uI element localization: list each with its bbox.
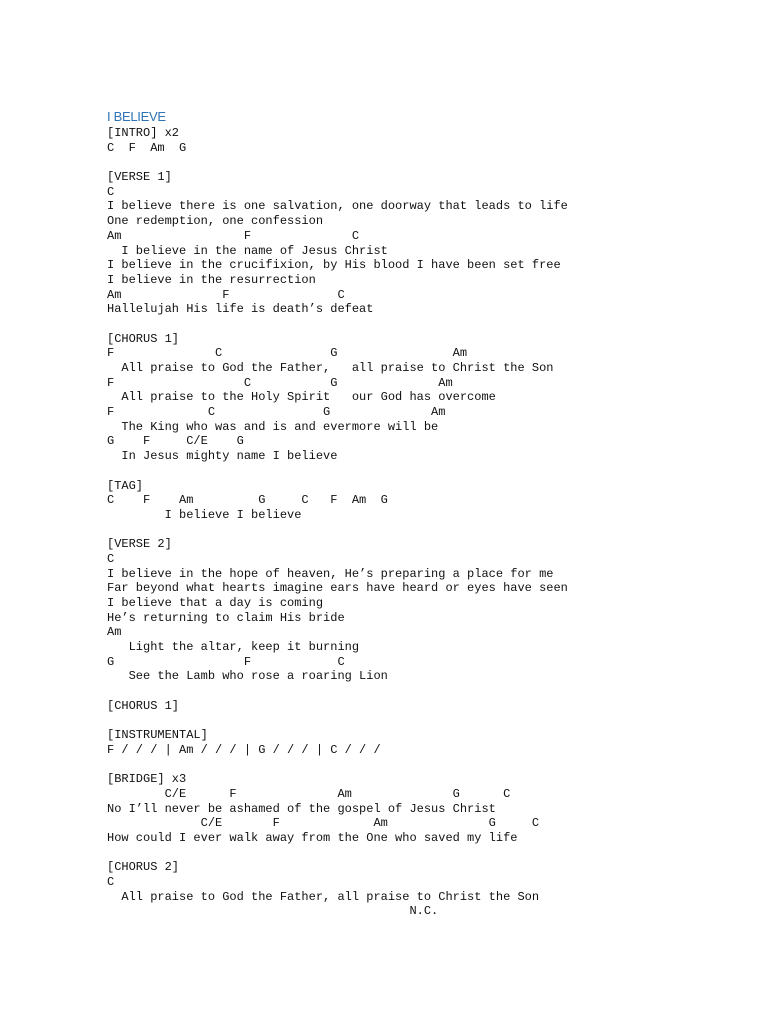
sheet-line: The King who was and is and evermore will be <box>107 419 439 434</box>
sheet-line: [TAG] <box>107 478 144 493</box>
sheet-line: N.C. <box>107 904 439 919</box>
sheet-line: [INTRO] x2 <box>107 126 180 140</box>
sheet-line: [CHORUS 2] <box>107 860 180 875</box>
sheet-line: G F C <box>107 654 345 669</box>
sheet-line: G F C/E G <box>107 434 244 449</box>
sheet-line <box>107 523 568 538</box>
sheet-line: He’s returning to claim His bride <box>107 610 345 625</box>
song-title: I BELIEVE <box>107 109 166 124</box>
sheet-line: Am F C <box>107 287 345 302</box>
sheet-line: All praise to God the Father, all praise to Christ the Son <box>107 361 554 375</box>
sheet-line: In Jesus mighty name I believe <box>107 449 338 464</box>
sheet-line <box>107 464 568 479</box>
sheet-line: [INSTRUMENTAL] <box>107 728 208 743</box>
sheet-line: F C G Am <box>107 346 468 361</box>
sheet-line: [VERSE 2] <box>107 537 172 552</box>
sheet-line: How could I ever walk away from the One who saved my life <box>107 831 518 845</box>
sheet-line: No I’ll never be ashamed of the gospel of Jesus Christ <box>107 801 496 816</box>
sheet-line <box>107 758 568 773</box>
sheet-line: Am <box>107 625 122 640</box>
sheet-line: All praise to the Holy Spirit our God has overcome <box>107 390 496 405</box>
sheet-line <box>107 684 568 699</box>
sheet-line: I believe that a day is coming <box>107 596 324 610</box>
sheet-line: [BRIDGE] x3 <box>107 772 187 787</box>
sheet-line: [CHORUS 1] <box>107 331 180 346</box>
sheet-line: C F Am G C F Am G <box>107 493 388 508</box>
sheet-line <box>107 317 568 332</box>
sheet-line: I believe in the resurrection <box>107 272 316 287</box>
chord-sheet <box>107 126 568 919</box>
sheet-line: See the Lamb who rose a roaring Lion <box>107 669 388 684</box>
sheet-line: All praise to God the Father, all praise to Christ the Son <box>107 889 540 904</box>
sheet-line: C/E F Am G C <box>107 786 511 801</box>
sheet-line: [VERSE 1] <box>107 170 172 185</box>
sheet-line: C/E F Am G C <box>107 816 540 831</box>
sheet-line: I believe in the name of Jesus Christ <box>107 243 388 258</box>
sheet-line: C <box>107 875 115 890</box>
sheet-line: Am F C <box>107 228 360 243</box>
sheet-line: One redemption, one confession <box>107 214 324 229</box>
sheet-line: C F Am G <box>107 140 187 155</box>
sheet-line: F C G Am <box>107 405 446 420</box>
sheet-line: I believe there is one salvation, one doorway that leads to life <box>107 199 568 214</box>
sheet-line: Hallelujah His life is death’s defeat <box>107 302 374 317</box>
sheet-line <box>107 155 568 170</box>
sheet-line: C <box>107 551 115 566</box>
sheet-line: F C G Am <box>107 375 453 390</box>
sheet-line: F / / / | Am / / / | G / / / | C / / / <box>107 742 381 757</box>
sheet-line: C <box>107 184 115 199</box>
sheet-line <box>107 714 568 729</box>
sheet-line: Light the altar, keep it burning <box>107 640 360 655</box>
sheet-line <box>107 846 568 861</box>
sheet-line: I believe I believe <box>107 507 302 522</box>
sheet-line: Far beyond what hearts imagine ears have heard or eyes have seen <box>107 581 568 596</box>
sheet-line: [CHORUS 1] <box>107 698 180 713</box>
sheet-line: I believe in the crucifixion, by His blood I have been set free <box>107 258 561 273</box>
sheet-line: I believe in the hope of heaven, He’s preparing a place for me <box>107 566 554 581</box>
